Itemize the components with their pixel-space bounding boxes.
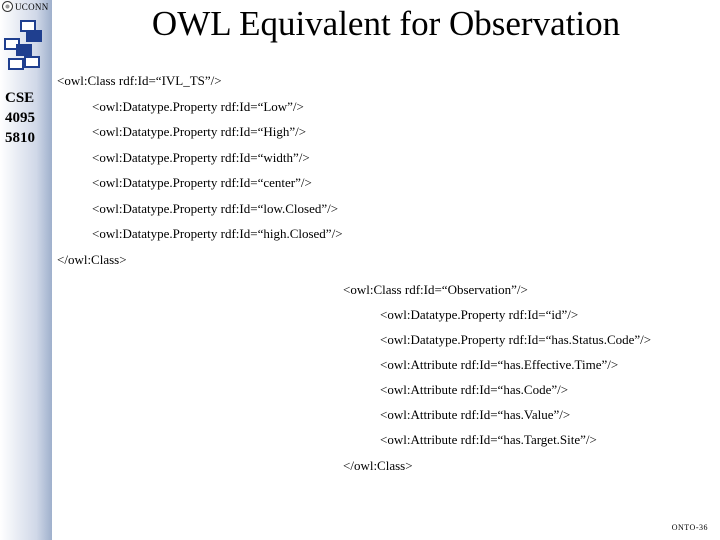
course-label	[5, 88, 35, 148]
seal-icon	[2, 1, 13, 12]
code-line: <owl:Datatype.Property rdf:Id=“low.Closed”/>	[92, 201, 339, 216]
code-line: <owl:Datatype.Property rdf:Id=“Low”/>	[92, 99, 304, 114]
course-line: 5810	[5, 130, 35, 146]
page-number: ONTO-36	[671, 523, 708, 532]
code-line: <owl:Attribute rdf:Id=“has.Value”/>	[380, 407, 571, 422]
sidebar	[0, 0, 52, 540]
code-line: <owl:Datatype.Property rdf:Id=“width”/>	[92, 150, 310, 165]
blocks-icon	[3, 19, 47, 75]
uconn-logo	[2, 1, 49, 12]
code-line: <owl:Datatype.Property rdf:Id=“center”/>	[92, 175, 312, 190]
code-line: <owl:Datatype.Property rdf:Id=“High”/>	[92, 124, 307, 139]
course-line: CSE	[5, 90, 35, 106]
code-line: <owl:Attribute rdf:Id=“has.Target.Site”/>	[380, 432, 597, 447]
code-line: <owl:Datatype.Property rdf:Id=“id”/>	[380, 307, 579, 322]
code-line: <owl:Attribute rdf:Id=“has.Effective.Time”/>	[380, 357, 619, 372]
logo-text: UCONN	[15, 1, 49, 12]
code-line: <owl:Datatype.Property rdf:Id=“has.Status.Code”/>	[380, 332, 652, 347]
course-line: 4095	[5, 110, 35, 126]
code-line: <owl:Class rdf:Id=“Observation”/>	[343, 282, 528, 297]
code-line: <owl:Class rdf:Id=“IVL_TS”/>	[57, 73, 222, 88]
code-line: </owl:Class>	[343, 458, 413, 473]
slide-title: OWL Equivalent for Observation	[151, 4, 621, 43]
code-line: <owl:Datatype.Property rdf:Id=“high.Closed”/>	[92, 226, 343, 241]
code-line: </owl:Class>	[57, 252, 127, 267]
code-line: <owl:Attribute rdf:Id=“has.Code”/>	[380, 382, 569, 397]
